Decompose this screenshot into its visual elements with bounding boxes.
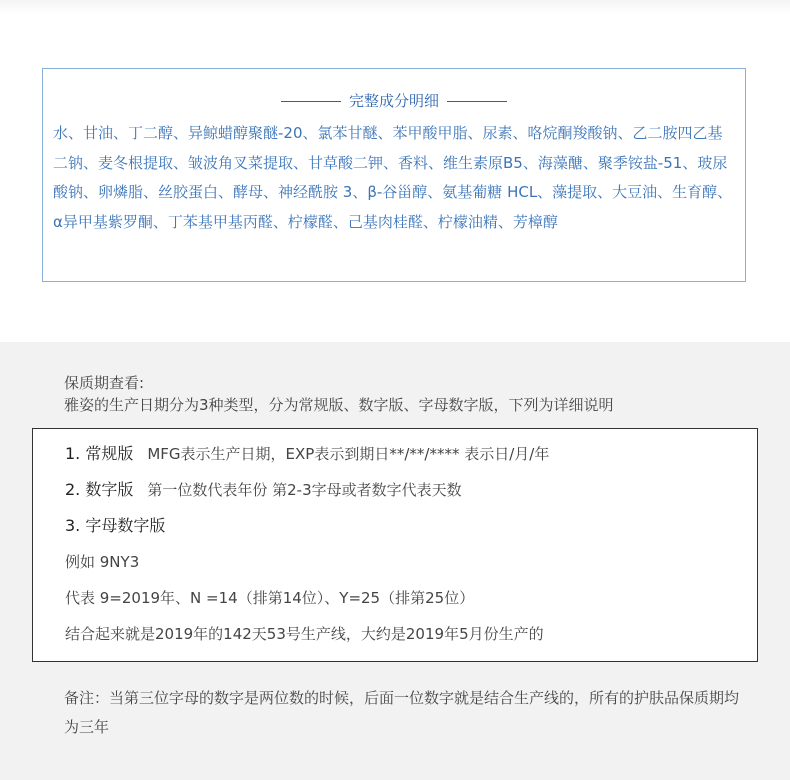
version-box [32, 428, 758, 662]
top-strip [0, 0, 790, 14]
ingredients-header [43, 91, 745, 111]
ingredients-list: 水、甘油、丁二醇、异鲸蜡醇聚醚-20、氯苯甘醚、苯甲酸甲脂、尿素、咯烷酮羧酸钠、乙二胺四乙基二钠、麦冬根提取、皱波角叉菜提取、甘草酸二钾、香料、维生素原B5、海藻醣、聚季铵盐-51、玻尿酸钠、卵燐脂、丝胶蛋白、酵母、神经酰胺 3、β-谷甾醇、氨基葡糖 HCL、藻提取、大豆油、生育醇、α异甲基紫罗酮、丁苯基甲基丙醛、柠檬醛、己基肉桂醛、柠檬油精、芳樟醇 [53, 124, 733, 231]
header-rule-right [447, 101, 507, 102]
version-desc: 第一位数代表年份 第2-3字母或者数字代表天数 [147, 481, 462, 499]
remark-note: 备注：当第三位字母的数字是两位数的时候，后面一位数字就是结合生产线的，所有的护肤品保质期均为三年 [64, 689, 740, 736]
version-label: 2. 数字版 [65, 480, 134, 499]
ingredients-box [42, 68, 746, 282]
shelf-life-heading: 保质期查看: [64, 374, 145, 392]
version-label: 1. 常规版 [65, 444, 134, 463]
version-row [65, 444, 549, 464]
example-line: 代表 9=2019年、N =14（排第14位）、Y=25（排第25位） [65, 589, 475, 607]
ingredients-title: 完整成分明细 [348, 92, 439, 110]
example-line: 例如 9NY3 [65, 553, 140, 571]
version-row [65, 480, 462, 500]
version-row [65, 516, 165, 536]
version-label: 3. 字母数字版 [65, 516, 166, 535]
shelf-life-intro [64, 372, 764, 416]
version-desc: MFG表示生产日期，EXP表示到期日**/**/**** 表示日/月/年 [147, 445, 550, 463]
header-rule-left [281, 101, 341, 102]
example-line: 结合起来就是2019年的142天53号生产线，大约是2019年5月份生产的 [65, 625, 544, 643]
shelf-life-intro-text: 雅姿的生产日期分为3种类型，分为常规版、数字版、字母数字版，下列为详细说明 [64, 396, 614, 414]
